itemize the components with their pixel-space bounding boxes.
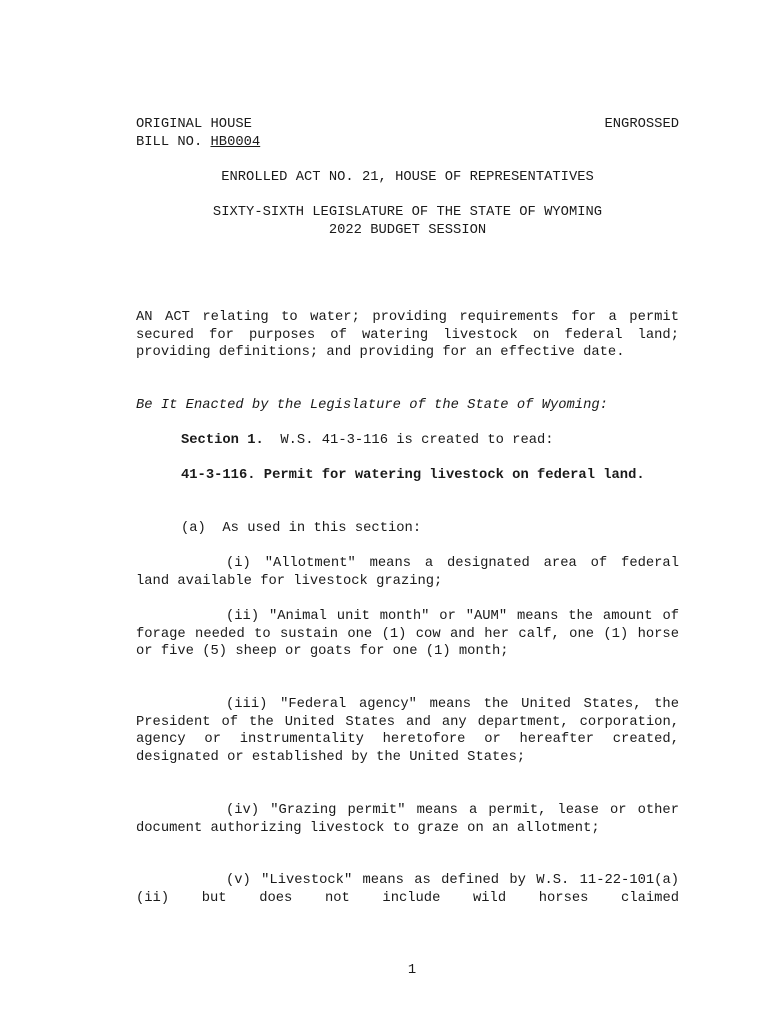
enrolled-act-title: ENROLLED ACT NO. 21, HOUSE OF REPRESENTATIVES bbox=[221, 170, 594, 185]
section-1-heading: Section 1. bbox=[181, 433, 264, 448]
subsection-a-text: (a) As used in this section: bbox=[181, 521, 422, 536]
bill-number-value: HB0004 bbox=[210, 135, 261, 150]
definition-grazing-permit: (iv) "Grazing permit" means a permit, lease or other document authorizing livestock to graze on an allotment; bbox=[136, 803, 679, 836]
session-title: 2022 BUDGET SESSION bbox=[328, 223, 487, 238]
definition-animal-unit-month: (ii) "Animal unit month" or "AUM" means the amount of forage needed to sustain one (1) cow and her calf, one (1) horse or five (5) sheep or goats for one (1) month; bbox=[136, 609, 679, 660]
act-title-paragraph: AN ACT relating to water; providing requirements for a permit secured for purposes of watering livestock on federal land; providing definitions; and providing for an effective date. bbox=[136, 310, 679, 361]
page-number: 1 bbox=[407, 963, 417, 978]
bill-number bbox=[136, 134, 679, 152]
definition-federal-agency: (iii) "Federal agency" means the United States, the President of the United States and any department, corporation, agency or instrumentality heretofore or hereafter created, designated or established by the United States; bbox=[136, 697, 679, 765]
bill-number-label: BILL NO. bbox=[136, 135, 211, 150]
definition-allotment: (i) "Allotment" means a designated area of federal land available for livestock grazing; bbox=[136, 556, 679, 589]
enacting-clause: Be It Enacted by the Legislature of the State of Wyoming: bbox=[136, 398, 608, 413]
section-1 bbox=[136, 432, 679, 450]
subsection-a bbox=[136, 520, 679, 538]
definition-livestock: (v) "Livestock" means as defined by W.S. 11-22-101(a)(ii) but does not include wild horses claimed bbox=[136, 873, 679, 906]
statute-heading: 41-3-116. Permit for watering livestock on federal land. bbox=[181, 468, 645, 483]
engrossed-label: ENGROSSED bbox=[604, 117, 679, 132]
original-house-label: ORIGINAL HOUSE bbox=[136, 117, 252, 132]
legislature-title: SIXTY-SIXTH LEGISLATURE OF THE STATE OF WYOMING bbox=[212, 205, 603, 220]
section-1-text: W.S. 41-3-116 is created to read: bbox=[280, 433, 554, 448]
